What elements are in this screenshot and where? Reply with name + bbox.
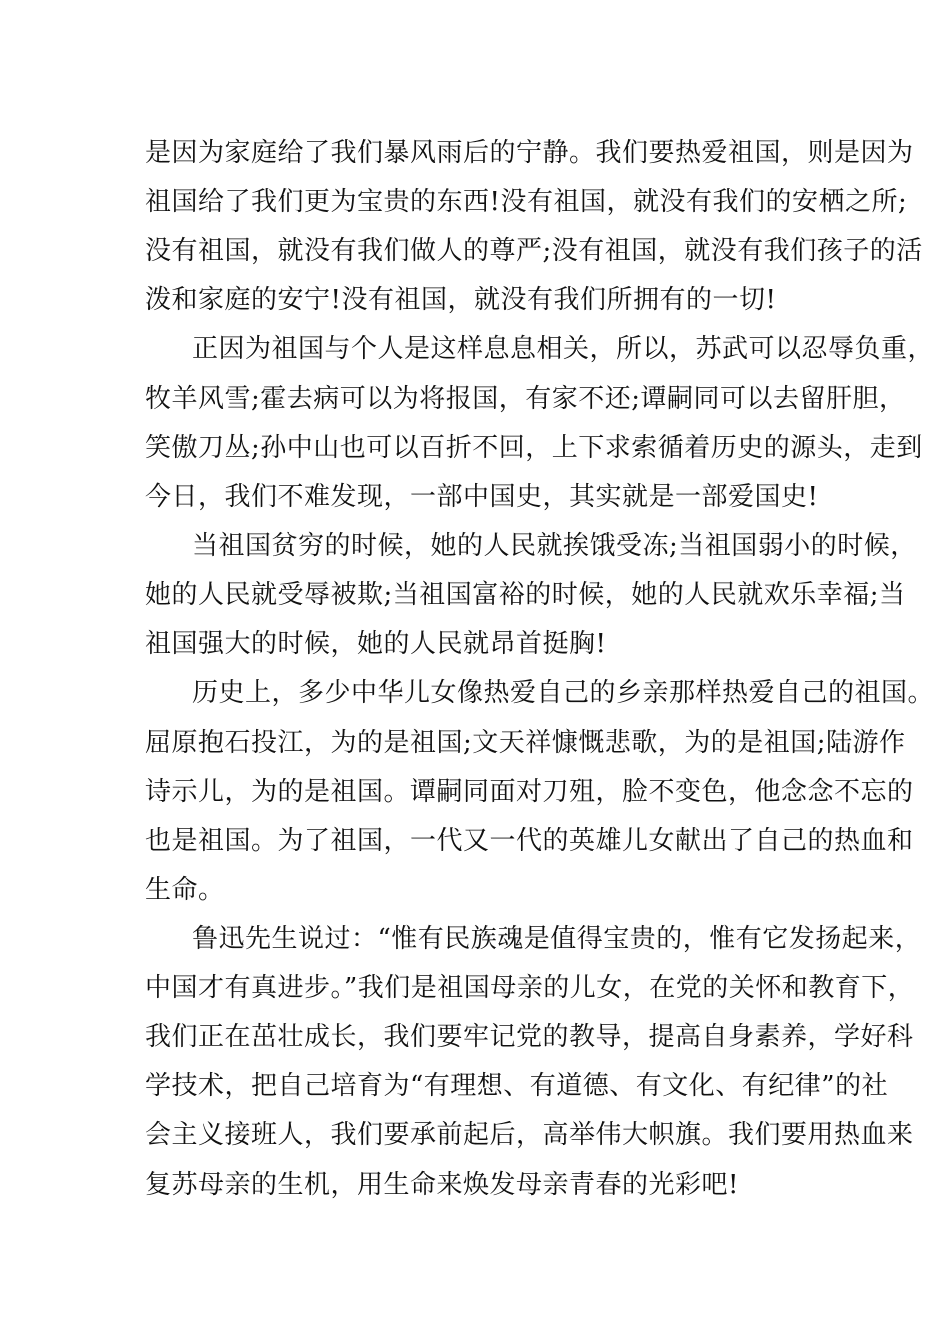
text-line: 笑傲刀丛;孙中山也可以百折不回，上下求索循着历史的源头，走到 [145, 433, 923, 463]
text-line: 泼和家庭的安宁!没有祖国，就没有我们所拥有的一切! [145, 285, 777, 315]
text-line: 生命。 [145, 875, 225, 905]
text-line: 屈原抱石投江，为的是祖国;文天祥慷慨悲歌，为的是祖国;陆游作 [145, 728, 906, 758]
text-line: 也是祖国。为了祖国，一代又一代的英雄儿女献出了自己的热血和 [145, 826, 914, 856]
text-line: 我们正在茁壮成长，我们要牢记党的教导，提高自身素养，学好科 [145, 1022, 914, 1052]
text-line: 中国才有真进步。”我们是祖国母亲的儿女，在党的关怀和教育下， [145, 973, 915, 1003]
paragraph-first-line: 正因为祖国与个人是这样息息相关，所以，苏武可以忍辱负重， [192, 334, 935, 364]
text-line: 是因为家庭给了我们暴风雨后的宁静。我们要热爱祖国，则是因为 [145, 138, 914, 168]
paragraph-first-line: 当祖国贫穷的时候，她的人民就挨饿受冻;当祖国弱小的时候， [192, 531, 917, 561]
text-line: 诗示儿，为的是祖国。谭嗣同面对刀殂，脸不变色，他念念不忘的 [145, 777, 914, 807]
paragraph-first-line: 鲁迅先生说过：“惟有民族魂是值得宝贵的，惟有它发扬起来， [192, 924, 922, 954]
text-line: 没有祖国，就没有我们做人的尊严;没有祖国，就没有我们孩子的活 [145, 236, 923, 266]
text-line: 祖国给了我们更为宝贵的东西!没有祖国，就没有我们的安栖之所; [145, 187, 908, 217]
text-line: 祖国强大的时候，她的人民就昂首挺胸! [145, 629, 607, 659]
text-line: 她的人民就受辱被欺;当祖国富裕的时候，她的人民就欢乐幸福;当 [145, 580, 906, 610]
text-line: 复苏母亲的生机，用生命来焕发母亲青春的光彩吧! [145, 1170, 739, 1200]
text-line: 今日，我们不难发现，一部中国史，其实就是一部爱国史! [145, 482, 819, 512]
text-line: 学技术，把自己培育为“有理想、有道德、有文化、有纪律”的社 [145, 1071, 889, 1101]
text-line: 牧羊风雪;霍去病可以为将报国，有家不还;谭嗣同可以去留肝胆， [145, 384, 906, 414]
text-line: 会主义接班人，我们要承前起后，高举伟大帜旗。我们要用热血来 [145, 1120, 914, 1150]
paragraph-first-line: 历史上，多少中华儿女像热爱自己的乡亲那样热爱自己的祖国。 [192, 678, 935, 708]
